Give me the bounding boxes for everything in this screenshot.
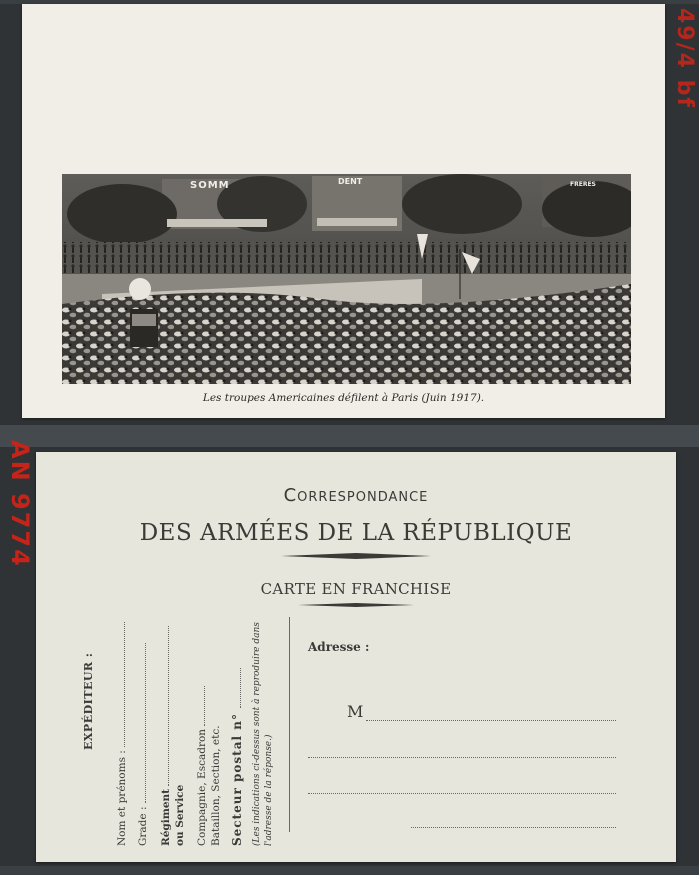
parade-photo-illustration	[62, 174, 631, 384]
ornament-divider	[36, 601, 676, 609]
heading-carte-franchise: CARTE EN FRANCHISE	[260, 580, 452, 598]
address-line	[308, 793, 616, 794]
address-line	[308, 757, 616, 758]
note-line-2: l'adresse de la réponse.)	[264, 734, 274, 846]
postcard-front	[22, 4, 665, 418]
album-band	[0, 425, 699, 447]
handwritten-mark-left: AN 9774	[6, 440, 34, 568]
note-line-1: (Les indications ci-dessus sont à reproduire dans	[252, 622, 262, 846]
compagnie-field: Compagnie, Escadron	[196, 686, 208, 846]
sign-dent: DENT	[338, 177, 363, 186]
ornament-divider	[36, 551, 676, 561]
parade-photo	[62, 174, 631, 384]
heading-armees: DES ARMÉES DE LA RÉPUBLIQUE	[139, 520, 573, 546]
photo-caption: Les troupes Americaines défilent à Paris (Juin 1917).	[202, 392, 485, 404]
sign-somm: SOMM	[190, 180, 230, 191]
adresse-m: M	[347, 702, 364, 721]
regiment-field: Régiment	[160, 626, 172, 846]
address-line	[411, 827, 616, 828]
column-divider	[289, 617, 290, 832]
nom-field: Nom et prénoms :	[116, 622, 128, 846]
postcard-back	[36, 452, 676, 862]
bataillon-field: Bataillon, Section, etc.	[210, 725, 222, 846]
expediteur-label: EXPÉDITEUR :	[82, 652, 95, 750]
adresse-label: Adresse :	[308, 640, 370, 654]
album-band	[0, 866, 699, 875]
handwritten-mark-right: 49/4 bf	[672, 8, 697, 109]
heading-correspondance: Correspondance	[283, 485, 429, 506]
service-field: ou Service	[174, 784, 186, 846]
sign-freres: FRERES	[570, 181, 596, 188]
grade-field: Grade :	[137, 643, 149, 846]
address-line	[366, 720, 616, 721]
secteur-field: Secteur postal n°	[230, 668, 244, 846]
